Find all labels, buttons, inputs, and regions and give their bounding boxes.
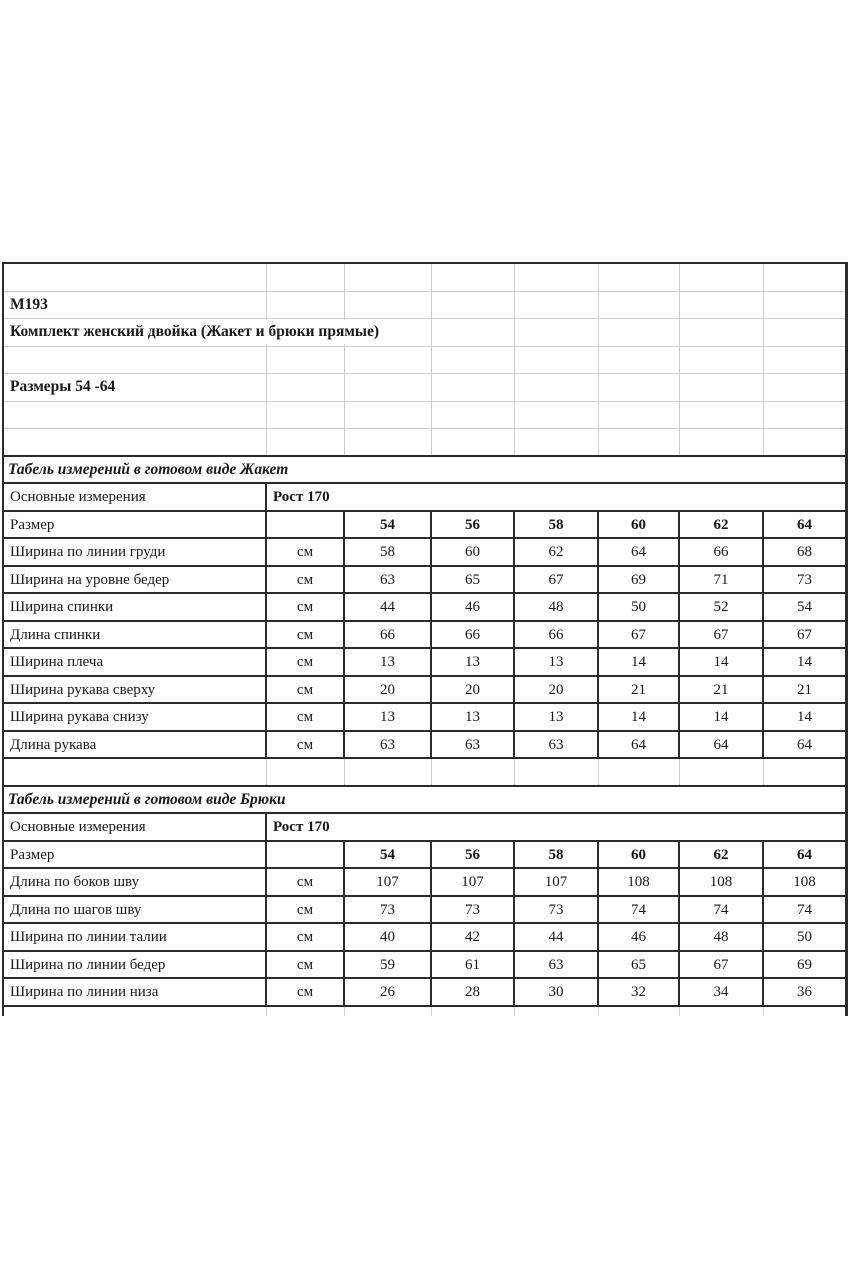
- empty-cell: [599, 1007, 680, 1016]
- value-cell: 62: [515, 539, 599, 565]
- value-cell: 20: [345, 677, 432, 703]
- empty-cell: [515, 759, 599, 785]
- value-cell: 44: [345, 594, 432, 620]
- empty-cell: [267, 292, 345, 319]
- size-header: 62: [680, 842, 764, 868]
- value-cell: 20: [515, 677, 599, 703]
- value-cell: 59: [345, 952, 432, 978]
- value-cell: 44: [515, 924, 599, 950]
- empty-cell: [680, 292, 764, 319]
- empty-cell: [432, 374, 515, 401]
- value-cell: 69: [599, 567, 680, 593]
- value-cell: 26: [345, 979, 432, 1005]
- size-row-label: Размер: [4, 842, 267, 868]
- sheet-row: [4, 264, 845, 292]
- value-cell: 48: [515, 594, 599, 620]
- unit-cell: см: [267, 622, 345, 648]
- jacket-table-caption: Табель измерений в готовом виде Жакет: [8, 460, 289, 478]
- value-cell: 34: [680, 979, 764, 1005]
- empty-cell: [515, 402, 599, 429]
- empty-cell: [599, 347, 680, 374]
- value-cell: 21: [797, 681, 812, 698]
- table-row: [4, 594, 845, 622]
- measurement-label: Ширина рукава сверху: [4, 677, 267, 703]
- trousers-size-row: [4, 842, 845, 870]
- measurement-label: Ширина по линии талии: [4, 924, 267, 950]
- value-cell: 13: [515, 649, 599, 675]
- size-header: 54: [345, 512, 432, 538]
- value-cell: 67: [797, 626, 812, 643]
- empty-cell: [599, 402, 680, 429]
- empty-cell: [4, 402, 267, 429]
- size-header: 64: [797, 846, 812, 863]
- empty-cell: [267, 429, 345, 455]
- empty-cell: [4, 264, 267, 291]
- empty-cell: [599, 264, 680, 291]
- size-header: 60: [599, 842, 680, 868]
- value-cell: 52: [680, 594, 764, 620]
- value-cell: 108: [793, 874, 816, 890]
- value-cell: 63: [345, 732, 432, 758]
- size-chart-sheet: [2, 262, 848, 1016]
- empty-cell: [764, 264, 845, 291]
- value-cell: 14: [797, 654, 812, 670]
- value-cell: 14: [599, 649, 680, 675]
- value-cell: 13: [515, 704, 599, 730]
- model-code-cell: [4, 292, 267, 319]
- height-label: Рост 170: [273, 489, 330, 505]
- value-cell: 67: [599, 622, 680, 648]
- value-cell: 68: [797, 544, 812, 560]
- measurement-label: Ширина по линии бедер: [4, 952, 267, 978]
- empty-cell: [764, 347, 845, 374]
- value-cell: 60: [432, 539, 515, 565]
- empty-cell: [4, 1007, 267, 1016]
- unit-cell: см: [267, 869, 345, 895]
- value-cell: 46: [599, 924, 680, 950]
- sheet-row: [4, 319, 845, 347]
- value-cell: 63: [515, 952, 599, 978]
- value-cell: 64: [680, 732, 764, 758]
- unit-cell: см: [267, 952, 345, 978]
- value-cell: 13: [345, 704, 432, 730]
- value-cell: 73: [345, 897, 432, 923]
- empty-cell: [599, 429, 680, 455]
- empty-cell: [432, 1007, 515, 1016]
- empty-cell: [764, 402, 845, 429]
- value-cell: 50: [797, 929, 812, 945]
- value-cell: 36: [797, 984, 812, 1000]
- spacer-row: [4, 759, 845, 787]
- measurement-label: Ширина на уровне бедер: [4, 567, 267, 593]
- unit-cell: см: [267, 924, 345, 950]
- empty-cell: [764, 1007, 845, 1016]
- table-row: [4, 649, 845, 677]
- size-header: 56: [432, 512, 515, 538]
- empty-cell: [345, 402, 432, 429]
- value-cell: 73: [797, 571, 812, 588]
- unit-cell: см: [267, 704, 345, 730]
- empty-cell: [345, 1007, 432, 1016]
- unit-cell: см: [267, 897, 345, 923]
- table-row: [4, 677, 845, 705]
- empty-cell: [680, 347, 764, 374]
- empty-cell: [267, 402, 345, 429]
- trousers-table-caption: Табель измерений в готовом виде Брюки: [8, 790, 286, 808]
- unit-cell: см: [267, 677, 345, 703]
- value-cell: 64: [599, 732, 680, 758]
- empty-cell: [680, 1007, 764, 1016]
- value-cell: 21: [599, 677, 680, 703]
- product-title-cell: [4, 319, 380, 346]
- empty-cell: [432, 292, 515, 319]
- empty-cell: [764, 374, 845, 401]
- value-cell: 14: [680, 704, 764, 730]
- table-row: [4, 924, 845, 952]
- empty-cell: [599, 759, 680, 785]
- value-cell: 73: [432, 897, 515, 923]
- empty-cell: [345, 759, 432, 785]
- sheet-row: [4, 429, 845, 457]
- value-cell: 74: [680, 897, 764, 923]
- measurement-label: Ширина спинки: [4, 594, 267, 620]
- measurement-label: Длина рукава: [4, 732, 267, 758]
- table-row: [4, 622, 845, 650]
- basic-measurements-label: Основные измерения: [4, 484, 267, 510]
- measurement-label: Ширина рукава снизу: [4, 704, 267, 730]
- measurement-label: Длина спинки: [4, 622, 267, 648]
- value-cell: 108: [599, 869, 680, 895]
- empty-cell: [267, 842, 345, 868]
- empty-cell: [515, 347, 599, 374]
- value-cell: 107: [515, 869, 599, 895]
- value-cell: 74: [599, 897, 680, 923]
- empty-cell: [4, 429, 267, 455]
- empty-cell: [432, 319, 515, 346]
- empty-cell: [764, 319, 845, 346]
- value-cell: 65: [432, 567, 515, 593]
- empty-cell: [680, 374, 764, 401]
- measurement-label: Длина по боков шву: [4, 869, 267, 895]
- value-cell: 42: [432, 924, 515, 950]
- value-cell: 64: [797, 736, 812, 753]
- value-cell: 13: [432, 704, 515, 730]
- empty-cell: [345, 292, 432, 319]
- empty-cell: [267, 264, 345, 291]
- empty-cell: [432, 759, 515, 785]
- value-cell: 48: [680, 924, 764, 950]
- empty-cell: [432, 402, 515, 429]
- size-header: 54: [345, 842, 432, 868]
- value-cell: 66: [515, 622, 599, 648]
- table-row: [4, 567, 845, 595]
- measurement-label: Ширина плеча: [4, 649, 267, 675]
- empty-cell: [345, 264, 432, 291]
- value-cell: 107: [432, 869, 515, 895]
- sizes-note-cell: [4, 374, 267, 401]
- empty-cell: [764, 292, 845, 319]
- value-cell: 71: [680, 567, 764, 593]
- unit-cell: см: [267, 567, 345, 593]
- value-cell: 32: [599, 979, 680, 1005]
- value-cell: 63: [432, 732, 515, 758]
- value-cell: 61: [432, 952, 515, 978]
- unit-cell: см: [267, 594, 345, 620]
- unit-cell: см: [267, 539, 345, 565]
- value-cell: 50: [599, 594, 680, 620]
- value-cell: 63: [345, 567, 432, 593]
- value-cell: 67: [515, 567, 599, 593]
- measurement-label: Ширина по линии низа: [4, 979, 267, 1005]
- value-cell: 30: [515, 979, 599, 1005]
- partial-row: [4, 1007, 845, 1016]
- empty-cell: [267, 1007, 345, 1016]
- value-cell: 73: [515, 897, 599, 923]
- unit-cell: см: [267, 979, 345, 1005]
- table-row: [4, 539, 845, 567]
- empty-cell: [599, 374, 680, 401]
- empty-cell: [4, 759, 267, 785]
- size-header: 58: [515, 512, 599, 538]
- trousers-header-row: [4, 814, 845, 842]
- empty-cell: [345, 374, 432, 401]
- empty-cell: [764, 759, 845, 785]
- unit-cell: см: [267, 649, 345, 675]
- value-cell: 14: [797, 709, 812, 725]
- empty-cell: [680, 402, 764, 429]
- value-cell: 14: [680, 649, 764, 675]
- value-cell: 21: [680, 677, 764, 703]
- size-header: 64: [797, 516, 812, 533]
- unit-cell: см: [267, 732, 345, 758]
- value-cell: 40: [345, 924, 432, 950]
- empty-cell: [267, 347, 345, 374]
- value-cell: 58: [345, 539, 432, 565]
- value-cell: 67: [680, 952, 764, 978]
- size-header: 56: [432, 842, 515, 868]
- value-cell: 20: [432, 677, 515, 703]
- value-cell: 69: [797, 956, 812, 973]
- model-code: М193: [10, 293, 52, 317]
- empty-cell: [680, 429, 764, 455]
- jacket-caption-row: [4, 457, 845, 485]
- empty-cell: [267, 512, 345, 538]
- empty-cell: [515, 1007, 599, 1016]
- table-row: [4, 979, 845, 1007]
- table-row: [4, 869, 845, 897]
- value-cell: 63: [515, 732, 599, 758]
- value-cell: 74: [797, 901, 812, 918]
- size-header: 60: [599, 512, 680, 538]
- empty-cell: [432, 347, 515, 374]
- jacket-header-row: [4, 484, 845, 512]
- value-cell: 66: [432, 622, 515, 648]
- value-cell: 13: [432, 649, 515, 675]
- empty-cell: [680, 759, 764, 785]
- value-cell: 28: [432, 979, 515, 1005]
- value-cell: 54: [797, 599, 812, 615]
- value-cell: 64: [599, 539, 680, 565]
- empty-cell: [764, 429, 845, 455]
- value-cell: 108: [680, 869, 764, 895]
- empty-cell: [4, 347, 267, 374]
- empty-cell: [680, 319, 764, 346]
- empty-cell: [432, 264, 515, 291]
- trousers-caption-row: [4, 787, 845, 815]
- value-cell: 67: [680, 622, 764, 648]
- sizes-note: Размеры 54 -64: [10, 375, 119, 399]
- jacket-size-row: [4, 512, 845, 540]
- size-header: 58: [515, 842, 599, 868]
- empty-cell: [432, 429, 515, 455]
- measurement-label: Длина по шагов шву: [4, 897, 267, 923]
- table-row: [4, 952, 845, 980]
- sheet-row: [4, 402, 845, 430]
- height-label: Рост 170: [273, 819, 330, 835]
- empty-cell: [680, 264, 764, 291]
- value-cell: 107: [345, 869, 432, 895]
- sheet-row: [4, 374, 845, 402]
- empty-cell: [515, 374, 599, 401]
- value-cell: 66: [680, 539, 764, 565]
- empty-cell: [515, 319, 599, 346]
- sheet-row: [4, 347, 845, 375]
- size-row-label: Размер: [4, 512, 267, 538]
- table-row: [4, 732, 845, 760]
- value-cell: 13: [345, 649, 432, 675]
- sheet-row: [4, 292, 845, 320]
- size-header: 62: [680, 512, 764, 538]
- value-cell: 66: [345, 622, 432, 648]
- empty-cell: [599, 292, 680, 319]
- table-row: [4, 704, 845, 732]
- table-row: [4, 897, 845, 925]
- value-cell: 14: [599, 704, 680, 730]
- value-cell: 46: [432, 594, 515, 620]
- empty-cell: [599, 319, 680, 346]
- empty-cell: [515, 264, 599, 291]
- basic-measurements-label: Основные измерения: [4, 814, 267, 840]
- value-cell: 65: [599, 952, 680, 978]
- empty-cell: [267, 374, 345, 401]
- empty-cell: [267, 759, 345, 785]
- measurement-label: Ширина по линии груди: [4, 539, 267, 565]
- empty-cell: [345, 347, 432, 374]
- empty-cell: [515, 292, 599, 319]
- product-title: Комплект женский двойка (Жакет и брюки прямые): [10, 320, 383, 344]
- empty-cell: [515, 429, 599, 455]
- empty-cell: [345, 429, 432, 455]
